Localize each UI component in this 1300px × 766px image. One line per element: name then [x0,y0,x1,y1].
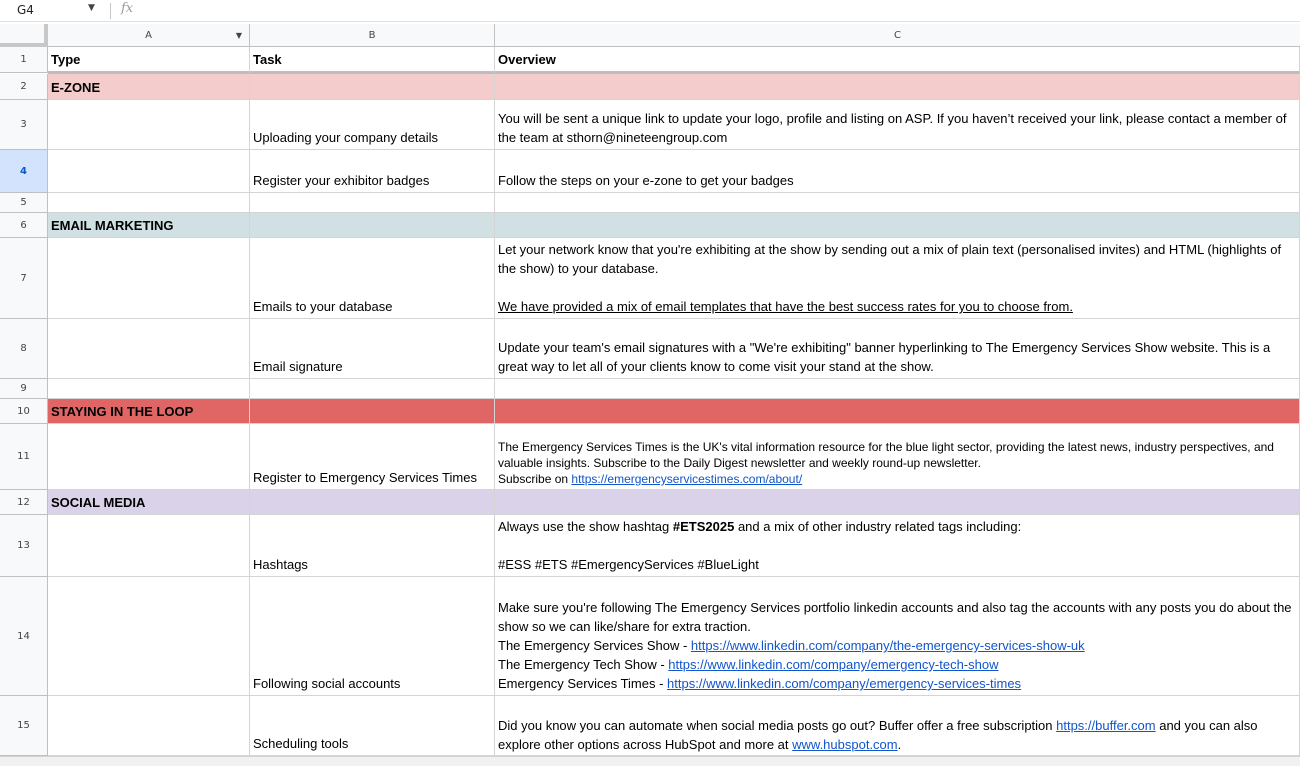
task-text: Uploading your company details [253,130,438,145]
cell[interactable] [495,74,1300,100]
row-header-12[interactable] [0,490,48,515]
ets-link[interactable]: https://emergencyservicestimes.com/about/ [571,472,803,486]
task-cell[interactable] [250,150,495,193]
templates-link-text[interactable]: We have provided a mix of email templates that have the best success rates for you to choose from. [498,299,1073,314]
task-cell[interactable] [250,577,495,696]
formula-bar [0,0,1300,22]
cell[interactable] [250,399,495,424]
overview-text: and a mix of other industry related tags including: [734,519,1022,534]
task-cell[interactable] [250,515,495,577]
row-number: 13 [17,540,30,551]
row-number: 3 [20,119,27,130]
task-text: Register your exhibitor badges [253,173,430,188]
overview-text: Follow the steps on your e-zone to get your badges [498,173,794,188]
cell[interactable] [48,696,250,756]
row-header-1[interactable] [0,47,48,73]
section-label: SOCIAL MEDIA [51,495,146,510]
column-letter: C [894,30,901,41]
cell[interactable] [495,490,1300,515]
header-overview-text: Overview [498,52,556,67]
column-header-b[interactable] [250,24,495,47]
header-type-text: Type [51,52,81,67]
spacer [498,536,1296,555]
show-hashtag: #ETS2025 [672,519,735,534]
cell[interactable] [48,319,250,379]
overview-text: Update your team's email signatures with a "We're exhibiting" banner hyperlinking to The Emergency Services Show website. This is a great way to let all of your clients know to come visit your stand at the show. [498,340,1271,374]
overview-text: Let your network know that you're exhibiting at the show by sending out a mix of plain text (personalised invites) and HTML (highlights of the show) to your database. [498,242,1282,276]
task-text: Scheduling tools [253,736,349,751]
next-row-strip [0,756,1300,766]
header-overview[interactable] [495,47,1300,74]
overview-text: The Emergency Services Times is the UK's vital information resource for the blue light sector, providing the latest news, industry perspectives, and valuable insights. Subscribe to the Daily Digest newsletter and weekly round-up newsletter. [498,440,1274,470]
overview-text: You will be sent a unique link to update your logo, profile and listing on ASP. If you haven’t received your link, please contact a member of the team at sthorn@nineteengroup.com [498,111,1287,145]
row-header-10[interactable] [0,399,48,424]
row-header-3[interactable] [0,100,48,150]
spacer [498,278,1296,297]
hashtag-list: #ESS #ETS #EmergencyServices #BlueLight [498,557,759,572]
row-header-11[interactable] [0,424,48,490]
filter-dropdown-icon[interactable]: ▼ [235,31,242,40]
row-number: 15 [17,720,30,731]
cell[interactable] [250,193,495,213]
header-task-text: Task [253,52,282,67]
cell[interactable] [495,193,1300,213]
linkedin-line-1 [498,636,1296,655]
task-text: Following social accounts [253,676,401,691]
header-type[interactable] [48,47,250,74]
cell[interactable] [495,399,1300,424]
row-header-5[interactable] [0,193,48,213]
task-text: Emails to your database [253,299,393,314]
cell[interactable] [250,74,495,100]
overview-cell[interactable] [495,696,1300,756]
row-header-14[interactable] [0,577,48,696]
cell[interactable] [48,238,250,319]
overview-text: Make sure you're following The Emergency Services portfolio linkedin accounts and also tag the accounts with any posts you do about the show so we can like/share for extra traction. [498,600,1292,634]
row-number: 9 [20,383,27,394]
cell[interactable] [48,379,250,399]
cell[interactable] [495,379,1300,399]
linkedin-line-2 [498,655,1296,674]
section-cell-email-marketing[interactable] [48,213,250,238]
task-cell[interactable] [250,100,495,150]
row-number: 12 [17,496,30,508]
overview-text: and you can also explore other options across HubSpot and more at [498,718,1258,752]
chevron-down-icon[interactable]: ▼ [88,3,95,13]
row-number: 5 [20,197,27,208]
cell[interactable] [48,515,250,577]
hubspot-link[interactable]: www.hubspot.com [792,737,898,752]
column-header-bar [0,24,1300,47]
account-label: Emergency Services Times - [498,676,668,691]
subscribe-label: Subscribe on [498,472,572,486]
row-header-15[interactable] [0,696,48,756]
linkedin-link-ets[interactable]: https://www.linkedin.com/company/emergency-tech-show [668,657,999,672]
linkedin-link-ess[interactable]: https://www.linkedin.com/company/the-emergency-services-show-uk [690,638,1085,653]
section-cell-ezone[interactable] [48,74,250,100]
section-label: E-ZONE [51,80,101,95]
overview-cell[interactable] [495,515,1300,577]
row-header-7[interactable] [0,238,48,319]
cell[interactable] [48,150,250,193]
column-letter: A [145,30,152,41]
row-number: 2 [20,81,27,92]
overview-text: Always use the show hashtag [498,519,673,534]
divider [110,3,111,19]
select-all-corner[interactable] [0,24,48,47]
name-box-value: G4 [17,3,34,17]
row-header-2[interactable] [0,74,48,100]
column-header-c[interactable] [495,24,1300,47]
cell[interactable] [495,213,1300,238]
task-cell[interactable] [250,238,495,319]
buffer-link[interactable]: https://buffer.com [1056,718,1156,733]
task-cell[interactable] [250,319,495,379]
row-number: 14 [17,630,30,642]
row-number: 7 [20,272,27,284]
overview-cell[interactable] [495,150,1300,193]
overview-cell[interactable] [495,238,1300,319]
column-header-a[interactable] [48,24,250,47]
overview-subscribe-line [498,471,1296,487]
cell[interactable] [48,577,250,696]
overview-cell[interactable] [495,319,1300,379]
name-box[interactable] [0,0,108,21]
cell[interactable] [250,379,495,399]
overview-cell[interactable] [495,577,1300,696]
task-text: Hashtags [253,557,308,572]
column-letter: B [368,30,376,41]
row-number: 10 [17,405,30,417]
row-number: 1 [20,54,27,65]
account-label: The Emergency Services Show - [498,638,691,653]
account-label: The Emergency Tech Show - [498,657,669,672]
fx-icon: fx [121,1,134,16]
section-cell-staying-in-the-loop[interactable] [48,399,250,424]
header-task[interactable] [250,47,495,74]
task-text: Email signature [253,359,343,374]
row-number: 8 [20,343,27,354]
row-header-13[interactable] [0,515,48,577]
row-number: 6 [20,219,27,231]
row-number: 11 [17,451,30,462]
row-header-8[interactable] [0,319,48,379]
cell[interactable] [48,100,250,150]
cell[interactable] [48,193,250,213]
linkedin-line-3 [498,674,1296,693]
row-header-4[interactable] [0,150,48,193]
section-cell-social-media[interactable] [48,490,250,515]
task-text: Register to Emergency Services Times [253,470,477,485]
cell[interactable] [48,424,250,490]
task-cell[interactable] [250,424,495,490]
row-header-6[interactable] [0,213,48,238]
task-cell[interactable] [250,696,495,756]
section-label: STAYING IN THE LOOP [51,404,194,419]
section-label: EMAIL MARKETING [51,218,174,233]
row-header-9[interactable] [0,379,48,399]
cell[interactable] [250,213,495,238]
overview-cell[interactable] [495,100,1300,150]
overview-text: . [897,737,902,752]
linkedin-link-times[interactable]: https://www.linkedin.com/company/emergency-services-times [667,676,1022,691]
overview-text: Did you know you can automate when social media posts go out? Buffer offer a free subscription [498,718,1057,733]
overview-cell[interactable] [495,424,1300,490]
overview-hashtag-line [498,517,1296,536]
row-number: 4 [20,165,27,177]
cell[interactable] [250,490,495,515]
